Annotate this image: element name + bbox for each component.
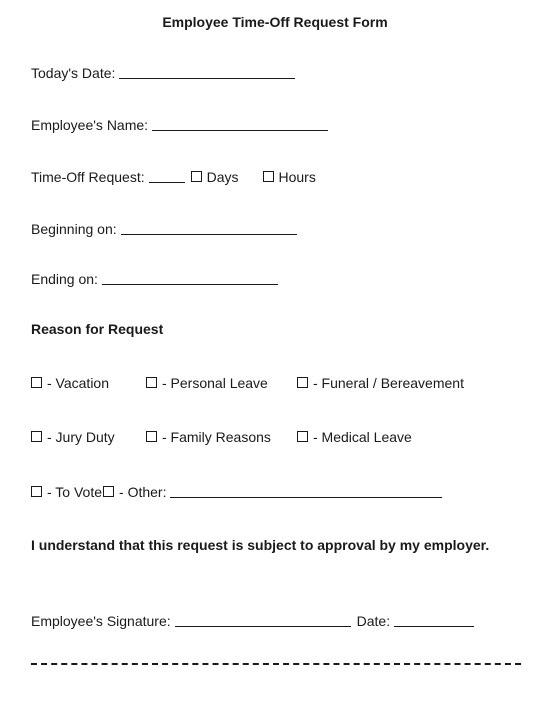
family-reasons-checkbox[interactable] (146, 431, 157, 442)
personal-leave-label: - Personal Leave (162, 375, 268, 391)
personal-leave-checkbox[interactable] (146, 377, 157, 388)
time-off-request-row (31, 168, 316, 185)
jury-duty-label: - Jury Duty (47, 429, 115, 445)
hours-checkbox[interactable] (263, 171, 274, 182)
signature-label: Employee's Signature: (31, 613, 171, 629)
employee-name-field[interactable] (152, 116, 328, 131)
form-title: Employee Time-Off Request Form (162, 14, 388, 30)
reason-family (146, 429, 271, 445)
reason-funeral (297, 375, 464, 391)
reason-medical (297, 429, 412, 445)
signature-row (31, 612, 474, 629)
vacation-label: - Vacation (47, 375, 109, 391)
days-checkbox[interactable] (191, 171, 202, 182)
days-label: Days (206, 169, 239, 185)
other-label: - Other: (119, 484, 167, 500)
beginning-on-row (31, 220, 297, 237)
jury-duty-checkbox[interactable] (31, 431, 42, 442)
cut-line-divider (31, 663, 521, 665)
medical-leave-label: - Medical Leave (313, 429, 412, 445)
ending-on-field[interactable] (102, 270, 278, 285)
family-reasons-label: - Family Reasons (162, 429, 271, 445)
beginning-on-label: Beginning on: (31, 221, 117, 237)
reason-personal-leave (146, 375, 268, 391)
employee-name-row (31, 116, 328, 133)
signature-date-field[interactable] (394, 612, 474, 627)
medical-leave-checkbox[interactable] (297, 431, 308, 442)
to-vote-label: - To Vote (47, 484, 103, 500)
funeral-checkbox[interactable] (297, 377, 308, 388)
time-off-amount-field[interactable] (149, 168, 185, 183)
reason-heading: Reason for Request (31, 321, 164, 337)
todays-date-label: Today's Date: (31, 65, 116, 81)
todays-date-row (31, 64, 295, 81)
acknowledgement-text: I understand that this request is subject to approval by my employer. (31, 537, 490, 553)
ending-on-row (31, 270, 278, 287)
to-vote-checkbox[interactable] (31, 486, 42, 497)
signature-date-label: Date: (356, 613, 391, 629)
reason-vote-other (31, 483, 442, 500)
funeral-label: - Funeral / Bereavement (313, 375, 464, 391)
todays-date-field[interactable] (119, 64, 295, 79)
other-checkbox[interactable] (103, 486, 114, 497)
signature-field[interactable] (175, 612, 351, 627)
vacation-checkbox[interactable] (31, 377, 42, 388)
other-reason-field[interactable] (170, 483, 442, 498)
reason-jury-duty (31, 429, 115, 445)
time-off-request-label: Time-Off Request: (31, 169, 145, 185)
hours-label: Hours (278, 169, 316, 185)
ending-on-label: Ending on: (31, 271, 98, 287)
beginning-on-field[interactable] (121, 220, 297, 235)
employee-name-label: Employee's Name: (31, 117, 149, 133)
reason-vacation (31, 375, 109, 391)
